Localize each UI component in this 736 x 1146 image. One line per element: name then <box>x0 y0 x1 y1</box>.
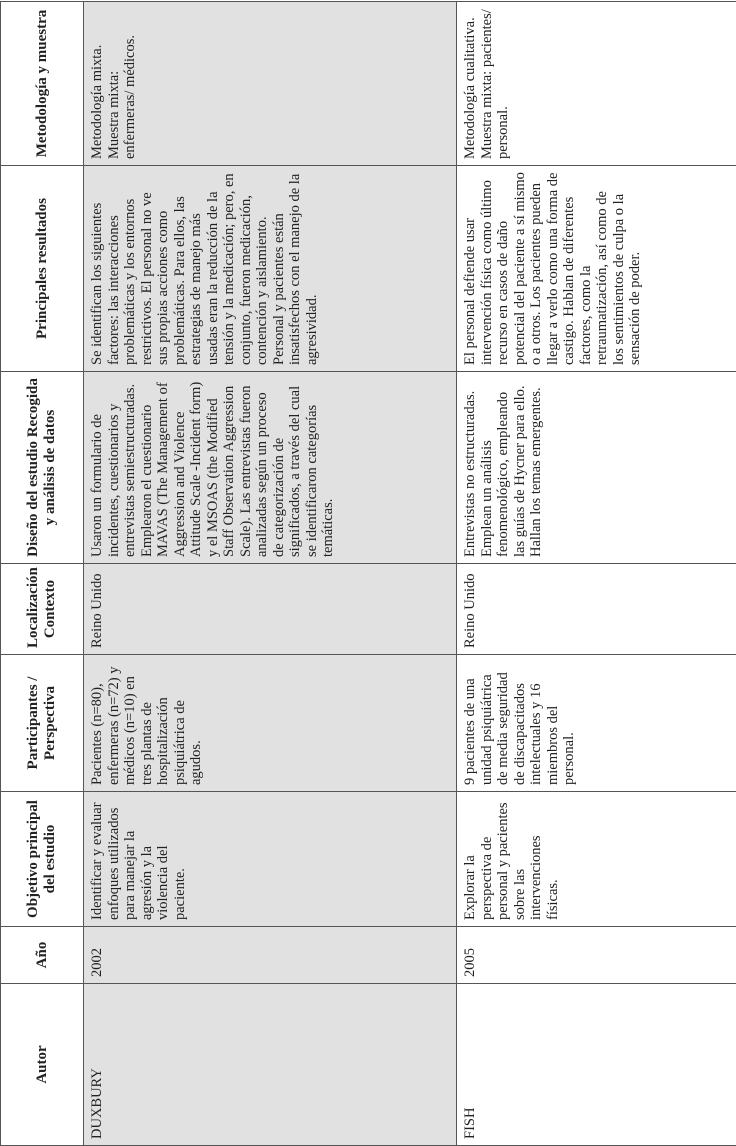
cell-localizacion: Reino Unido <box>457 564 736 655</box>
cell-participantes: 9 pacientes de una unidad psiquiátrica de media seguridad de discapacitados intelectuales y 16 miembros del personal. <box>457 655 736 792</box>
header-metodologia: Metodología y muestra <box>1 2 84 166</box>
cell-diseno: Entrevistas no estructuradas. Emplean un análisis fenomenológico, empleando las guías de Hycner para ello. Hallan los temas emergentes. <box>457 372 736 564</box>
cell-objetivo: Explorar la perspectiva de personal y pacientes sobre las intervenciones físicas. <box>457 792 736 927</box>
cell-resultados: Se identifican los siguientes factores: las interacciones problemáticas y los entornos restrictivos. El personal no ve sus propias acciones como problemáticas. Para ellos, las estrategias de manejo más usadas eran la reducción de la tensión y la medicación; pero, en conjunto, fueron medicación, contención y aislamiento. Personal y pacientes están insatisfechos con el manejo de la agresividad. <box>84 166 457 372</box>
cell-autor: DUXBURY <box>84 984 457 1146</box>
cell-metodologia: Metodología mixta. Muestra mixta: enfermeras/ médicos. <box>84 2 457 166</box>
cell-metodologia: Metodología cualitativa. Muestra mixta: pacientes/ personal. <box>457 2 736 166</box>
table-row <box>457 2 736 1146</box>
cell-anio: 2005 <box>457 927 736 984</box>
cell-participantes: Pacientes (n=80), enfermeras (n=72) y médicos (n=10) en tres plantas de hospitalización psiquiátrica de agudos. <box>84 655 457 792</box>
cell-autor: FISH <box>457 984 736 1146</box>
header-localizacion: Localización Contexto <box>1 564 84 655</box>
cell-diseno: Usaron un formulario de incidentes, cuestionarios y entrevistas semiestructuradas. Emplearon el cuestionario MAVAS (The Management of Aggression and Violence Attitude Scale -Incident form) y el MSOAS (the Modified Staff Observation Aggression Scale). Las entrevistas fueron analizadas según un proceso de categorización de significados, a través del cual se identificaron categorías temáticas. <box>84 372 457 564</box>
cell-localizacion: Reino Unido <box>84 564 457 655</box>
cell-objetivo: Identificar y evaluar enfoques utilizados para manejar la agresión y la violencia del paciente. <box>84 792 457 927</box>
header-autor: Autor <box>1 984 84 1146</box>
cell-resultados: El personal defiende usar intervención física como último recurso en casos de daño potencial del paciente a sí mismo o a otros. Los pacientes pueden llegar a verlo como una forma de castigo. Hablan de diferentes factores, como la retraumatización, así como de los sentimientos de culpa o la sensación de poder. <box>457 166 736 372</box>
header-participantes: Participantes / Perspectiva <box>1 655 84 792</box>
table-row <box>84 2 457 1146</box>
cell-anio: 2002 <box>84 927 457 984</box>
header-resultados: Principales resultados <box>1 166 84 372</box>
header-anio: Año <box>1 927 84 984</box>
header-objetivo: Objetivo principal del estudio <box>1 792 84 927</box>
studies-table <box>0 1 736 1146</box>
header-diseno: Diseño del estudio Recogida y análisis de datos <box>1 372 84 564</box>
header-row <box>1 2 84 1146</box>
